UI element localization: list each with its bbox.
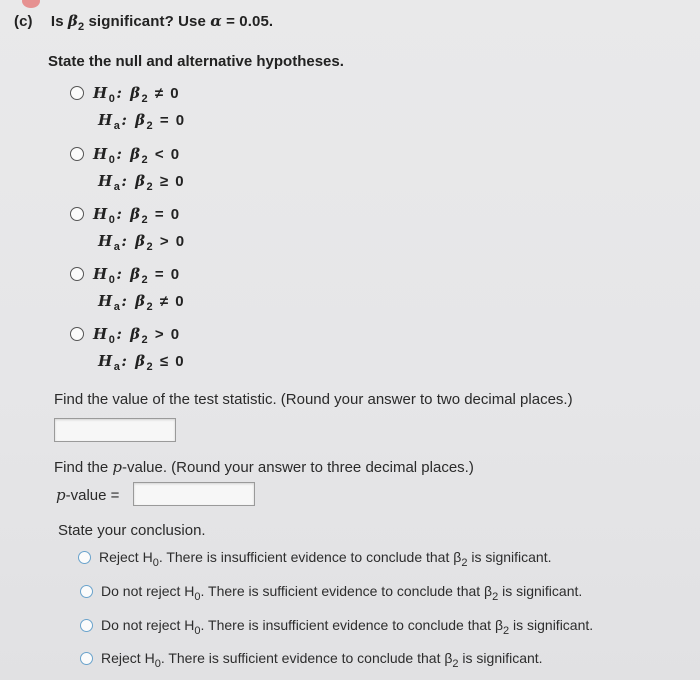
- ha-subscript: a: [113, 301, 122, 313]
- conclusion-beta-subscript: 2: [492, 591, 499, 603]
- pvalue-label-suffix: -value =: [65, 487, 120, 504]
- radio-button[interactable]: [70, 327, 84, 341]
- ha-beta-subscript: 2: [146, 361, 155, 373]
- h0-beta-subscript: 2: [141, 334, 150, 346]
- ha-label: H: [98, 352, 114, 370]
- conclusion-tail: is significant.: [509, 617, 594, 633]
- conclusion-text: . There is insufficient evidence to conclude that β: [158, 549, 462, 565]
- ha-label: H: [98, 172, 114, 190]
- h0-label: H: [93, 265, 109, 283]
- conclusion-text: . There is sufficient evidence to conclude that β: [200, 583, 493, 599]
- ha-subscript: a: [113, 361, 122, 373]
- ha-relation: : β: [121, 292, 147, 310]
- ha-value: > 0: [154, 233, 186, 250]
- conclusion-tail: is significant.: [467, 549, 552, 565]
- radio-button[interactable]: [70, 267, 84, 281]
- hypothesis-option-5[interactable]: [70, 321, 185, 375]
- hypothesis-option-1[interactable]: [70, 80, 186, 134]
- conclusion-beta-subscript: 2: [461, 557, 468, 569]
- ha-subscript: a: [113, 241, 122, 253]
- alpha-value: = 0.05.: [226, 13, 274, 30]
- radio-button[interactable]: [70, 86, 84, 100]
- pvalue-prompt-p: p: [112, 458, 122, 476]
- ha-label: H: [98, 232, 114, 250]
- radio-button[interactable]: [70, 207, 84, 221]
- pvalue-prompt-suffix: -value. (Round your answer to three decimal places.): [121, 459, 474, 476]
- ha-beta-subscript: 2: [146, 301, 155, 313]
- h0-value: < 0: [149, 146, 181, 163]
- ha-value: ≤ 0: [154, 353, 186, 370]
- h0-subscript: 0: [108, 93, 117, 105]
- radio-button[interactable]: [70, 147, 84, 161]
- question-title: [14, 12, 273, 33]
- conclusion-tail: is significant.: [458, 650, 543, 666]
- pvalue-input[interactable]: [133, 482, 255, 506]
- test-statistic-prompt: Find the value of the test statistic. (Round your answer to two decimal places.): [54, 391, 573, 408]
- ha-beta-subscript: 2: [146, 181, 155, 193]
- ha-label: H: [98, 111, 114, 129]
- beta-subscript: 2: [77, 21, 85, 33]
- test-statistic-input[interactable]: [54, 418, 176, 442]
- ha-value: ≥ 0: [154, 173, 186, 190]
- h0-value: > 0: [149, 326, 181, 343]
- h0-subscript: 0: [108, 274, 117, 286]
- beta-symbol: β: [67, 12, 78, 30]
- ha-beta-subscript: 2: [146, 241, 155, 253]
- h0-value: = 0: [149, 206, 181, 223]
- conclusion-option-2[interactable]: [80, 583, 582, 603]
- h0-beta-subscript: 2: [141, 274, 150, 286]
- pvalue-label: [56, 486, 119, 504]
- conclusion-beta-subscript: 2: [452, 658, 459, 670]
- question-part-label: (c): [14, 13, 33, 30]
- h0-relation: : β: [116, 205, 142, 223]
- conclusion-text: . There is sufficient evidence to conclude that β: [160, 650, 453, 666]
- hypothesis-option-4[interactable]: [70, 261, 185, 315]
- h0-relation: : β: [116, 325, 142, 343]
- h0-beta-subscript: 2: [141, 93, 150, 105]
- conclusion-h-subscript: 0: [152, 557, 159, 569]
- conclusion-h-subscript: 0: [194, 591, 201, 603]
- hypothesis-option-2[interactable]: [70, 141, 185, 195]
- ha-value: ≠ 0: [154, 293, 186, 310]
- conclusion-tail: is significant.: [498, 583, 583, 599]
- h0-label: H: [93, 205, 109, 223]
- ha-value: = 0: [154, 112, 186, 129]
- question-text-prefix: Is: [50, 13, 64, 30]
- hypotheses-heading: State the null and alternative hypotheses.: [48, 53, 344, 70]
- question-text-mid: significant? Use: [88, 13, 206, 30]
- ha-relation: : β: [121, 352, 147, 370]
- h0-label: H: [93, 145, 109, 163]
- conclusion-text: . There is insufficient evidence to conclude that β: [200, 617, 503, 633]
- conclusion-beta-subscript: 2: [503, 625, 510, 637]
- h0-value: = 0: [149, 266, 181, 283]
- h0-subscript: 0: [108, 334, 117, 346]
- pvalue-prompt-prefix: Find the: [54, 459, 113, 476]
- ha-relation: : β: [121, 232, 147, 250]
- ha-subscript: a: [113, 120, 122, 132]
- conclusion-heading: State your conclusion.: [58, 522, 206, 539]
- corner-decoration: [22, 0, 40, 8]
- h0-subscript: 0: [108, 214, 117, 226]
- h0-relation: : β: [116, 145, 142, 163]
- h0-label: H: [93, 84, 109, 102]
- conclusion-decision: Do not reject H: [101, 617, 195, 633]
- radio-button[interactable]: [80, 619, 93, 632]
- radio-button[interactable]: [80, 585, 93, 598]
- conclusion-h-subscript: 0: [154, 658, 161, 670]
- ha-label: H: [98, 292, 114, 310]
- h0-subscript: 0: [108, 154, 117, 166]
- pvalue-label-p: p: [56, 486, 66, 504]
- h0-value: ≠ 0: [149, 85, 181, 102]
- ha-beta-subscript: 2: [146, 120, 155, 132]
- hypothesis-option-3[interactable]: [70, 201, 186, 255]
- ha-relation: : β: [121, 111, 147, 129]
- conclusion-h-subscript: 0: [194, 625, 201, 637]
- conclusion-option-1[interactable]: [78, 549, 551, 569]
- conclusion-decision: Do not reject H: [101, 583, 195, 599]
- conclusion-decision: Reject H: [99, 549, 153, 565]
- conclusion-decision: Reject H: [101, 650, 155, 666]
- h0-label: H: [93, 325, 109, 343]
- h0-beta-subscript: 2: [141, 214, 150, 226]
- ha-subscript: a: [113, 181, 122, 193]
- h0-beta-subscript: 2: [141, 154, 150, 166]
- radio-button[interactable]: [78, 551, 91, 564]
- radio-button[interactable]: [80, 652, 93, 665]
- ha-relation: : β: [121, 172, 147, 190]
- pvalue-prompt: [54, 458, 474, 476]
- conclusion-option-3[interactable]: [80, 617, 593, 637]
- conclusion-option-4[interactable]: [80, 650, 543, 670]
- h0-relation: : β: [116, 265, 142, 283]
- alpha-symbol: α: [210, 12, 222, 30]
- h0-relation: : β: [116, 84, 142, 102]
